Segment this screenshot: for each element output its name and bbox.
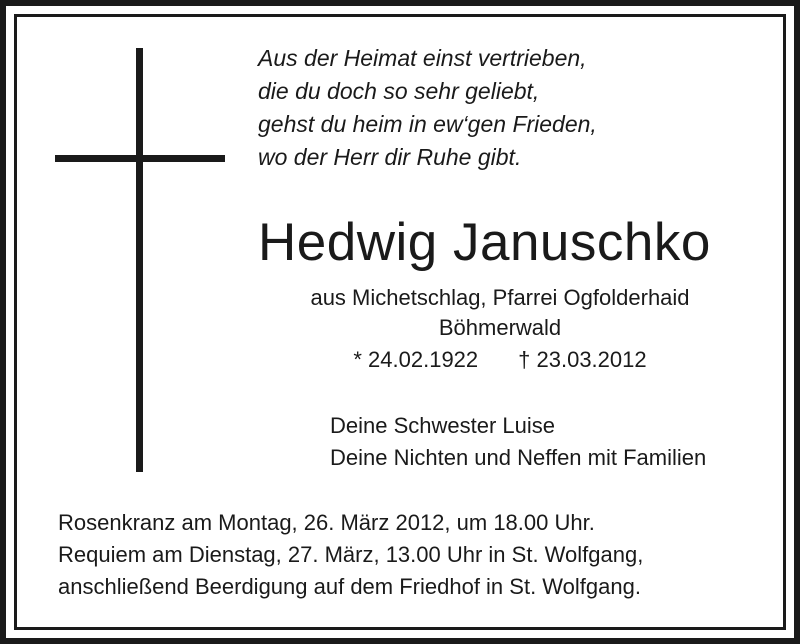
- poem-line: gehst du heim in ew‘gen Frieden,: [258, 111, 597, 137]
- origin-region: Böhmerwald: [438, 315, 562, 340]
- poem-line: Aus der Heimat einst vertrieben,: [258, 45, 587, 71]
- origin-line: aus Michetschlag, Pfarrei Ogfolderhaid: [310, 285, 690, 310]
- mourner-line: Deine Schwester Luise: [330, 413, 556, 438]
- origin: [250, 283, 750, 343]
- cross-icon-bar: [55, 155, 225, 162]
- service-line: Requiem am Dienstag, 27. März, 13.00 Uhr in St. Wolfgang,: [58, 542, 644, 567]
- deceased-name: Hedwig Januschko: [258, 213, 711, 272]
- service-line: anschließend Beerdigung auf dem Friedhof in St. Wolfgang.: [58, 574, 641, 599]
- cross-icon: [136, 48, 143, 472]
- poem-line: die du doch so sehr geliebt,: [258, 78, 540, 104]
- mourners: [330, 410, 706, 474]
- mourner-line: Deine Nichten und Neffen mit Familien: [330, 445, 707, 470]
- service-details: [58, 507, 643, 603]
- poem-line: wo der Herr dir Ruhe gibt.: [258, 144, 522, 170]
- birth-date: * 24.02.1922: [353, 347, 479, 372]
- life-dates: [250, 345, 750, 375]
- service-line: Rosenkranz am Montag, 26. März 2012, um 18.00 Uhr.: [58, 510, 595, 535]
- death-date: † 23.03.2012: [518, 347, 647, 372]
- poem: [258, 42, 597, 174]
